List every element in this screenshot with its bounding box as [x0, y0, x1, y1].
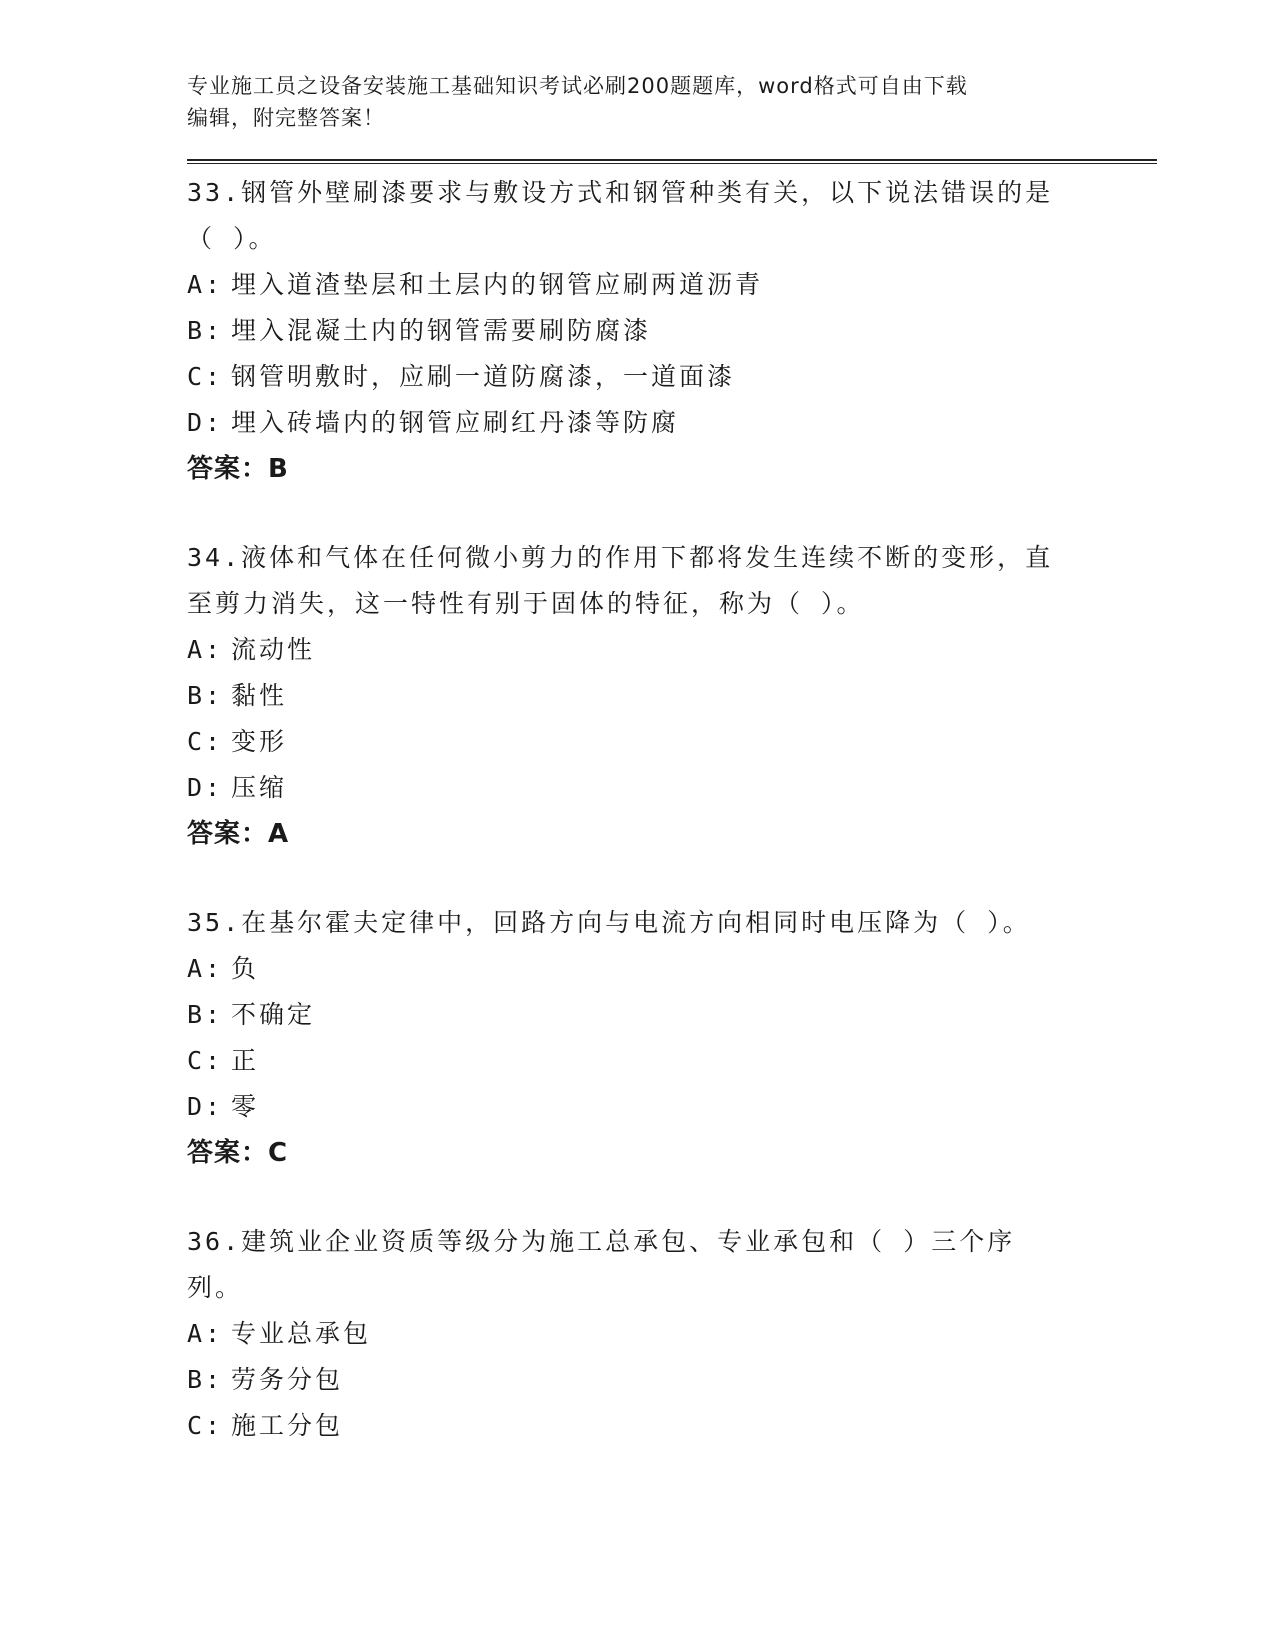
document-page	[187, 70, 1157, 1492]
option-key: C:	[187, 1046, 224, 1075]
question-35	[187, 900, 1067, 1176]
option-text: 施工分包	[231, 1411, 344, 1440]
option-key: C:	[187, 1411, 224, 1440]
option-a	[187, 946, 1067, 992]
option-c	[187, 719, 1067, 765]
option-key: B:	[187, 1000, 224, 1029]
question-stem: 33.钢管外壁刷漆要求与敷设方式和钢管种类有关，以下说法错误的是（ ）。	[187, 178, 1054, 253]
option-text: 钢管明敷时，应刷一道防腐漆，一道面漆	[231, 362, 736, 391]
header-line-2: 编辑，附完整答案！	[187, 106, 385, 130]
option-text: 负	[231, 954, 260, 983]
answer: 答案：C	[187, 1138, 289, 1168]
header-divider	[187, 159, 1157, 164]
option-key: C:	[187, 362, 224, 391]
option-text: 零	[231, 1092, 260, 1121]
option-a	[187, 1311, 1067, 1357]
question-33	[187, 170, 1067, 492]
option-key: A:	[187, 1319, 224, 1348]
option-key: A:	[187, 270, 224, 299]
option-c	[187, 1403, 1067, 1449]
option-a	[187, 627, 1067, 673]
answer: 答案：B	[187, 454, 289, 484]
option-key: A:	[187, 635, 224, 664]
option-key: D:	[187, 1092, 224, 1121]
option-text: 流动性	[231, 635, 316, 664]
question-list	[187, 170, 1067, 1449]
option-key: D:	[187, 408, 224, 437]
option-text: 黏性	[231, 681, 288, 710]
option-text: 专业总承包	[231, 1319, 372, 1348]
option-key: C:	[187, 727, 224, 756]
option-b	[187, 673, 1067, 719]
question-stem: 36.建筑业企业资质等级分为施工总承包、专业承包和（ ）三个序列。	[187, 1227, 1016, 1302]
option-d	[187, 765, 1067, 811]
option-text: 埋入混凝土内的钢管需要刷防腐漆	[231, 316, 652, 345]
option-c	[187, 1038, 1067, 1084]
option-text: 埋入砖墙内的钢管应刷红丹漆等防腐	[231, 408, 680, 437]
option-c	[187, 354, 1067, 400]
header-line-1: 专业施工员之设备安装施工基础知识考试必刷200题题库，word格式可自由下载	[187, 74, 968, 98]
option-text: 变形	[231, 727, 288, 756]
document-header	[187, 70, 1067, 134]
question-36	[187, 1219, 1067, 1449]
option-d	[187, 400, 1067, 446]
option-b	[187, 1357, 1067, 1403]
option-text: 劳务分包	[231, 1365, 344, 1394]
option-b	[187, 308, 1067, 354]
option-key: B:	[187, 316, 224, 345]
option-d	[187, 1084, 1067, 1130]
option-text: 不确定	[231, 1000, 316, 1029]
option-key: B:	[187, 681, 224, 710]
question-stem: 34.液体和气体在任何微小剪力的作用下都将发生连续不断的变形，直至剪力消失，这一特性有别于固体的特征，称为（ ）。	[187, 543, 1054, 618]
answer: 答案：A	[187, 819, 290, 849]
question-stem: 35.在基尔霍夫定律中，回路方向与电流方向相同时电压降为（ ）。	[187, 908, 1031, 937]
option-key: D:	[187, 773, 224, 802]
option-key: A:	[187, 954, 224, 983]
option-text: 埋入道渣垫层和土层内的钢管应刷两道沥青	[231, 270, 764, 299]
option-b	[187, 992, 1067, 1038]
option-a	[187, 262, 1067, 308]
question-34	[187, 535, 1067, 857]
option-text: 正	[231, 1046, 260, 1075]
option-text: 压缩	[231, 773, 288, 802]
option-key: B:	[187, 1365, 224, 1394]
